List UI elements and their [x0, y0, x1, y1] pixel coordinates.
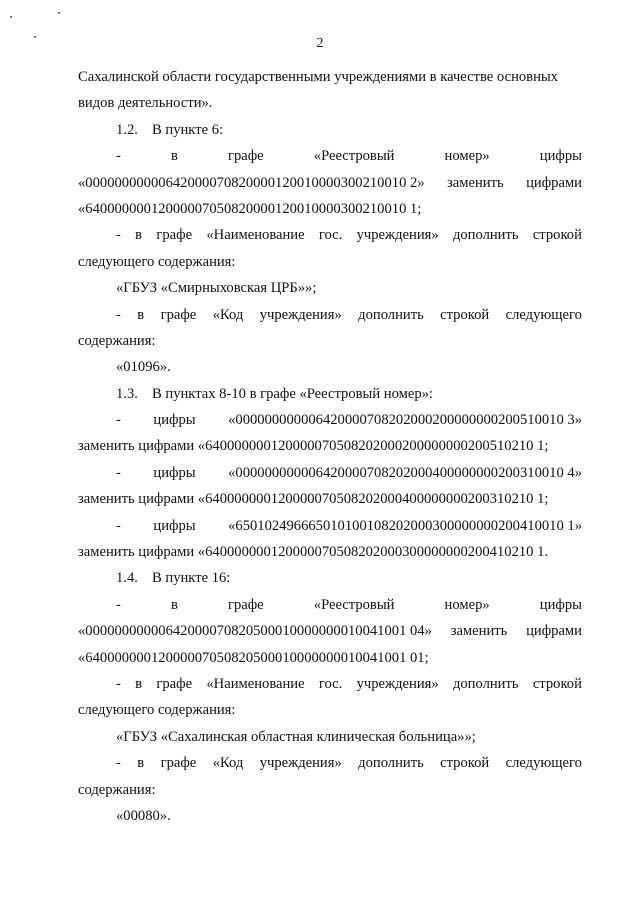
institution-name: «ГБУЗ «Сахалинская областная клиническая больница»»; — [116, 728, 476, 745]
section-title: В пункте 16: — [152, 570, 231, 587]
institution-code: «01096». — [116, 359, 171, 376]
line-word: цифры — [153, 517, 196, 534]
line-word: гос. — [318, 675, 343, 692]
line-word: заменить — [450, 623, 508, 640]
paragraph-line: содержания: — [78, 781, 156, 798]
paragraph-line: «64000000012000007050820000120010000300210010 1; — [78, 200, 422, 217]
line-word: графе — [156, 675, 193, 692]
line-word: в — [135, 227, 143, 244]
paragraph-line: заменить цифрами «640000000120000070508202000400000000200310210 1; — [78, 491, 549, 508]
paragraph-line: следующего содержания: — [78, 702, 236, 719]
line-word: - — [116, 306, 121, 323]
line-word: графе — [160, 755, 197, 772]
scan-speck — [58, 12, 60, 14]
paragraph-line: заменить цифрами «640000000120000070508202000200000000200510210 1; — [78, 438, 549, 455]
section-heading-1-2 — [78, 117, 582, 143]
line-word: гос. — [318, 227, 343, 244]
line-word: цифрами — [526, 174, 582, 191]
line-word: строкой — [440, 755, 490, 772]
line-word: «Реестровый — [313, 148, 395, 165]
line-word: - — [116, 517, 121, 534]
section-title: В пунктах 8-10 в графе «Реестровый номер»: — [152, 385, 433, 402]
line-word: учреждения» — [356, 227, 439, 244]
line-word: - — [116, 148, 121, 165]
justified-line — [78, 407, 582, 433]
line-word: графе — [227, 596, 264, 613]
line-word: номер» — [444, 596, 490, 613]
justified-line — [78, 671, 582, 697]
line-word: в — [170, 596, 178, 613]
line-word: «Код — [212, 755, 244, 772]
paragraph-line: заменить цифрами «640000000120000070508202000300000000200410210 1. — [78, 544, 549, 561]
line-word: дополнить — [452, 675, 519, 692]
scan-speck — [10, 16, 12, 18]
section-heading-1-3 — [78, 381, 582, 407]
justified-line — [78, 513, 582, 539]
paragraph-line: Сахалинской области государственными учреждениями в качестве основных — [78, 69, 558, 85]
line-word: номер» — [444, 148, 490, 165]
line-word: «Реестровый — [313, 596, 395, 613]
line-word: - — [116, 464, 121, 481]
line-word: учреждения» — [356, 675, 439, 692]
line-word: строкой — [532, 675, 582, 692]
line-word: учреждения» — [259, 755, 342, 772]
line-word: учреждения» — [259, 306, 342, 323]
line-word: «000000000006420000708202000400000000200310010 4» — [228, 464, 582, 481]
line-word: цифры — [539, 596, 582, 613]
line-word: следующего — [505, 755, 582, 772]
justified-line — [78, 222, 582, 248]
section-heading-1-4 — [78, 565, 582, 591]
justified-line — [78, 460, 582, 486]
line-word: в — [137, 306, 145, 323]
justified-line — [78, 750, 582, 776]
line-word: «Наименование — [206, 675, 305, 692]
line-word: строкой — [440, 306, 490, 323]
paragraph-line: содержания: — [78, 332, 156, 349]
line-word: строкой — [532, 227, 582, 244]
section-number: 1.2. — [116, 121, 138, 138]
paragraph-line: видов деятельности». — [78, 95, 213, 112]
line-word: в — [135, 675, 143, 692]
section-number: 1.3. — [116, 385, 138, 402]
line-word: цифры — [153, 464, 196, 481]
line-word: «00000000000642000070820000120010000300210010 2» — [78, 174, 425, 191]
paragraph-line: следующего содержания: — [78, 253, 236, 270]
justified-line — [78, 170, 582, 196]
justified-line — [78, 592, 582, 618]
line-word: - — [116, 675, 121, 692]
line-word: «000000000006420000708202000200000000200510010 3» — [228, 412, 582, 429]
line-word: следующего — [505, 306, 582, 323]
line-word: «650102496665010100108202000300000000200410010 1» — [228, 517, 582, 534]
document-body — [78, 64, 582, 829]
line-word: в — [170, 148, 178, 165]
line-word: - — [116, 412, 121, 429]
line-word: - — [116, 596, 121, 613]
paragraph-line: «64000000012000007050820500010000000010041001 01; — [78, 649, 429, 666]
line-word: в — [137, 755, 145, 772]
line-word: дополнить — [358, 306, 424, 323]
line-word: графе — [156, 227, 193, 244]
page-number: 2 — [316, 36, 324, 51]
section-number: 1.4. — [116, 570, 138, 587]
line-word: - — [116, 755, 121, 772]
justified-line — [78, 618, 582, 644]
line-word: дополнить — [452, 227, 519, 244]
line-word: цифры — [153, 412, 196, 429]
line-word: графе — [160, 306, 197, 323]
line-word: - — [116, 227, 121, 244]
line-word: «Наименование — [206, 227, 305, 244]
institution-code: «00080». — [116, 807, 171, 824]
line-word: заменить — [447, 174, 504, 191]
line-word: цифрами — [526, 623, 582, 640]
justified-line — [78, 302, 582, 328]
line-word: цифры — [539, 148, 582, 165]
section-title: В пункте 6: — [152, 121, 224, 138]
line-word: «00000000000642000070820500010000000010041001 04» — [78, 623, 432, 640]
institution-name: «ГБУЗ «Смирныховская ЦРБ»»; — [116, 280, 317, 297]
line-word: дополнить — [358, 755, 424, 772]
justified-line — [78, 143, 582, 169]
line-word: «Код — [212, 306, 244, 323]
line-word: графе — [227, 148, 264, 165]
